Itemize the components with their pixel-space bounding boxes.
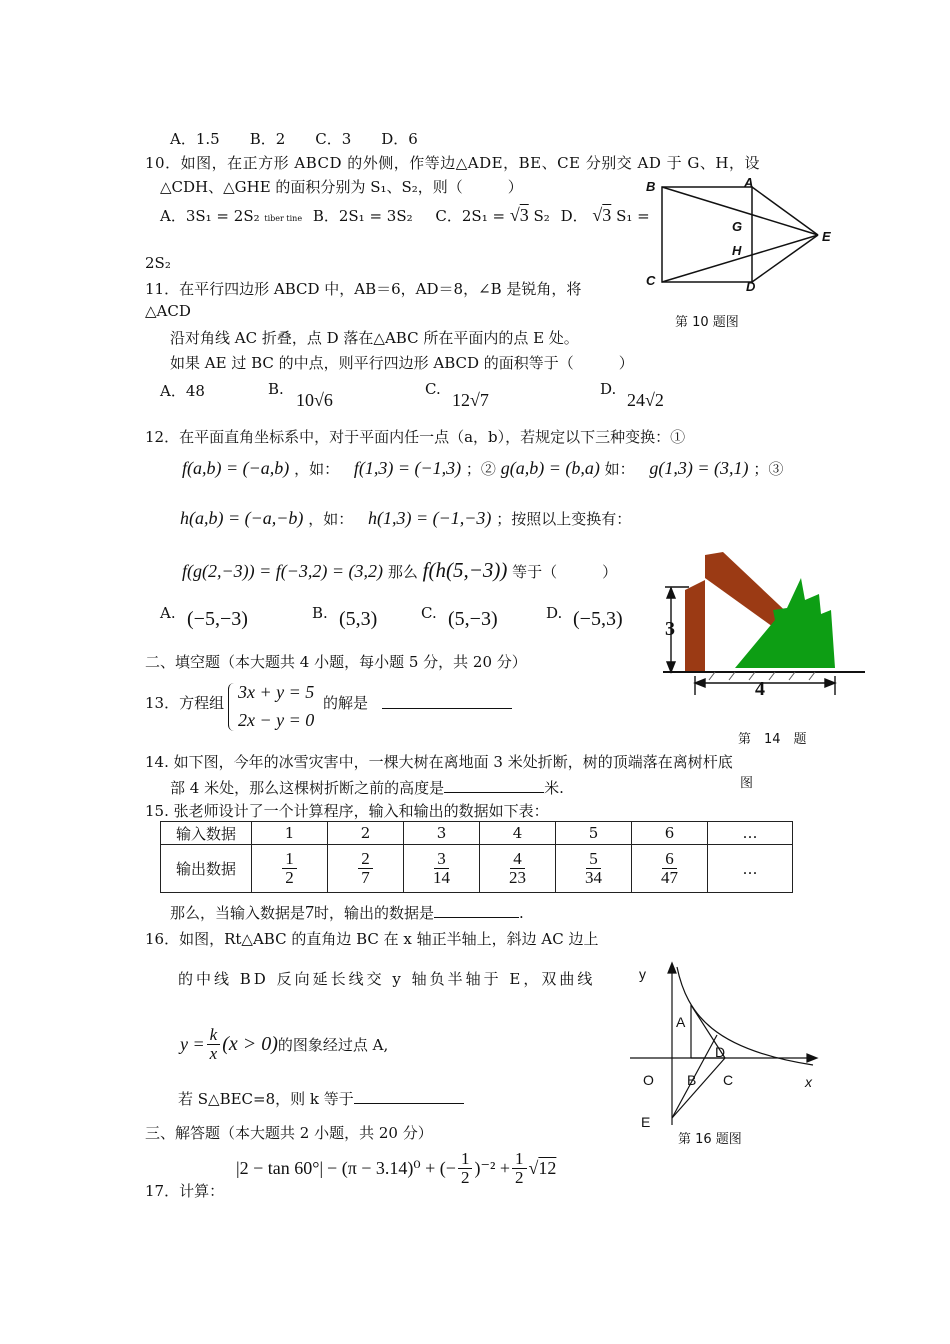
width-arrow-right (825, 679, 835, 687)
row-head-input: 输入数据 (161, 822, 252, 845)
q13-suffix: 的解是 (323, 694, 369, 712)
q12-f-ex: f(1,3) = (−1,3) (353, 458, 462, 478)
q10-opt-c-tail: S₂ (533, 207, 550, 225)
width-arrow-left (695, 679, 705, 687)
tree-trunk (685, 580, 705, 672)
segment-de (752, 235, 818, 282)
q15-table (160, 821, 793, 893)
q14-line2-text: 部 4 米处，那么这棵树折断之前的高度是 (170, 779, 445, 797)
q17-expression: |2 − tan 60°| − (π − 3.14)⁰ + (− $\frac{1}{2}$ )⁻² + $\frac{1}{2}$ √12 (236, 1149, 557, 1187)
label-a: A (744, 175, 754, 190)
table-cell: 5 (556, 822, 632, 845)
label-o: O (643, 1072, 654, 1088)
table-cell: 6 (632, 822, 708, 845)
row-head-output: 输出数据 (161, 845, 252, 893)
height-arrow-bottom (667, 662, 675, 672)
q16-caption: 第 16 题图 (678, 1132, 742, 1147)
table-cell: $\frac{2}{7}$ (328, 845, 404, 893)
q12-g-ex: g(1,3) = (3,1) (649, 458, 749, 478)
q13-eq1: 3x + y = 5 (238, 682, 315, 702)
table-cell: $\frac{4}{23}$ (480, 845, 556, 893)
height-arrow-top (667, 588, 675, 598)
label-height-3: 3 (665, 618, 675, 640)
q11-line1: 11．在平行四边形 ABCD 中，AB＝6，AD＝8，∠B 是锐角，将 (145, 280, 582, 298)
q12-h-def: h(a,b) = (−a,−b) (180, 508, 304, 528)
q10-caption: 第 10 题图 (675, 315, 739, 330)
q15-line1: 15. 张老师设计了一个计算程序，输入和输出的数据如下表： (145, 802, 549, 820)
q13-eq2: 2x − y = 0 (238, 710, 315, 730)
q11-opt-b: B. (268, 380, 284, 398)
q12-opt-d: D. (546, 604, 563, 622)
q10-options (160, 205, 650, 226)
label-c: C (723, 1072, 734, 1088)
label-g: G (732, 219, 743, 234)
table-cell: $\frac{6}{47}$ (632, 845, 708, 893)
q16-formula: y = $\frac{k}{x}$ (x > 0) 的图象经过点 A, (180, 1025, 389, 1063)
q12-nameme: 那么 (387, 563, 418, 581)
q11-opt-d: D. (600, 380, 617, 398)
segment-ae (752, 187, 818, 235)
x-axis-arrow (807, 1054, 817, 1062)
table-cell: 2 (328, 822, 404, 845)
label-y: y (639, 966, 646, 982)
q10-opt-d: D． (560, 207, 588, 225)
table-row (161, 822, 793, 845)
q11-opt-c-val: 12√7 (452, 390, 489, 410)
q12-f-def: f(a,b) = (−a,b) (182, 458, 290, 478)
table-cell: 1 (252, 822, 328, 845)
table-cell: $\frac{5}{34}$ (556, 845, 632, 893)
q10-tiny-mark: tiber tine (264, 214, 303, 223)
q13-brace (228, 683, 237, 731)
q16-line2: 的中线 BD 反向延长线交 y 轴负半轴于 E，双曲线 (178, 970, 596, 988)
q11-line4: 如果 AE 过 BC 的中点，则平行四边形 ABCD 的面积等于（ ） (170, 354, 634, 372)
label-e: E (822, 229, 831, 244)
label-e: E (641, 1114, 651, 1130)
q12-opt-d-val: (−5,3) (573, 608, 623, 630)
label-a: A (676, 1014, 686, 1030)
q16-answer-blank[interactable] (354, 1087, 464, 1104)
q12-circ3: ；③ (753, 460, 784, 478)
q12-line2 (182, 458, 783, 479)
q13-answer-blank[interactable] (382, 690, 512, 709)
q12-compose: f(g(2,−3)) = f(−3,2) = (3,2) (182, 561, 384, 581)
segment-ec (672, 1058, 725, 1118)
q12-opt-c: C. (421, 604, 437, 622)
q14-line2-end: 米. (544, 779, 564, 797)
q14-figure (655, 550, 875, 705)
q15-answer-blank[interactable] (434, 901, 519, 918)
section3-title: 三、解答题（本大题共 2 小题，共 20 分） (145, 1124, 433, 1142)
section2-title: 二、填空题（本大题共 4 小题，每小题 5 分，共 20 分） (145, 653, 527, 671)
table-cell: … (708, 845, 793, 893)
q11-line3: 沿对角线 AC 折叠，点 D 落在△ABC 所在平面内的点 E 处。 (170, 329, 579, 347)
q14-caption: 第 14 题 (738, 732, 807, 747)
q12-line4 (182, 558, 617, 583)
q16-line4: 若 S△BEC=8，则 k 等于 (178, 1087, 464, 1109)
q16-line1: 16．如图，Rt△ABC 的直角边 BC 在 x 轴正半轴上，斜边 AC 边上 (145, 930, 599, 948)
q10-opt-b: B．2S₁ = 3S₂ (312, 207, 413, 225)
q14-answer-blank[interactable] (444, 776, 544, 793)
q14-caption2: 图 (740, 776, 754, 791)
y-axis-arrow (668, 963, 676, 973)
q14-line1: 14. 如下图，今年的冰雪灾害中，一棵大树在离地面 3 米处折断，树的顶端落在离树杆底 (145, 753, 733, 771)
q11-opt-b-val: 10√6 (296, 390, 333, 410)
table-cell: $\frac{3}{14}$ (404, 845, 480, 893)
table-row (161, 845, 793, 893)
q9-options: A．1.5 B．2 C．3 D．6 (170, 130, 418, 148)
q11-opt-c: C. (425, 380, 441, 398)
q16-figure (625, 955, 825, 1130)
q12-ask: f(h(5,−3)) (422, 558, 508, 582)
table-cell: 3 (404, 822, 480, 845)
q12-circ2: ；② (465, 460, 496, 478)
q12-h-ex: h(1,3) = (−1,−3) (368, 508, 492, 528)
q12-equals: 等于（ ） (512, 563, 618, 581)
table-cell: 4 (480, 822, 556, 845)
q12-line1: 12．在平面直角坐标系中，对于平面内任一点（a，b），若规定以下三种变换：① (145, 428, 686, 446)
q12-ru3: ，如： (308, 510, 354, 528)
label-b: B (646, 179, 656, 194)
q15-after: 那么，当输入数据是7时，输出的数据是 . (170, 902, 524, 922)
table-cell: $\frac{1}{2}$ (252, 845, 328, 893)
q14-line2 (170, 776, 564, 798)
q10-sqrt3-c: √3 (509, 205, 529, 225)
q10-line2: △CDH、△GHE 的面积分别为 S₁、S₂，则（ ） (160, 178, 523, 196)
q11-opt-a: A．48 (160, 382, 205, 400)
q10-opt-c: C．2S₁ = (435, 207, 506, 225)
q10-sqrt3-d: √3 (592, 205, 612, 225)
label-b: B (687, 1072, 697, 1088)
q10-opt-a: A．3S₁ = 2S₂ (160, 207, 260, 225)
q10-opt-d-tail: S₁ = (616, 207, 650, 225)
q17-label: 17．计算： (145, 1182, 225, 1200)
q12-opt-b-val: (5,3) (339, 608, 378, 630)
q10-figure (640, 175, 840, 300)
label-x: x (805, 1074, 812, 1090)
label-d: D (715, 1044, 726, 1060)
q12-g-def: g(a,b) = (b,a) (500, 458, 600, 478)
q12-opt-a: A. (160, 604, 176, 622)
q12-rule-tail: ；按照以上变换有： (496, 510, 632, 528)
q10-line3: 2S₂ (145, 254, 171, 272)
q11-line2: △ACD (145, 302, 191, 320)
q12-opt-b: B. (312, 604, 328, 622)
label-width-4: 4 (755, 678, 765, 700)
q12-ru2: 如： (604, 460, 635, 478)
q11-opt-d-val: 24√2 (627, 390, 664, 410)
q10-line1: 10．如图，在正方形 ABCD 的外侧，作等边△ADE，BE、CE 分别交 AD 于 G、H，设 (145, 154, 761, 172)
q12-line3 (180, 508, 631, 529)
table-cell: … (708, 822, 793, 845)
label-c: C (646, 273, 656, 288)
q13-prefix: 13．方程组 (145, 694, 225, 712)
label-d: D (746, 279, 756, 294)
q12-opt-a-val: (−5,−3) (187, 608, 248, 630)
q12-ru1: ，如： (294, 460, 340, 478)
q12-opt-c-val: (5,−3) (448, 608, 498, 630)
label-h: H (732, 243, 742, 258)
